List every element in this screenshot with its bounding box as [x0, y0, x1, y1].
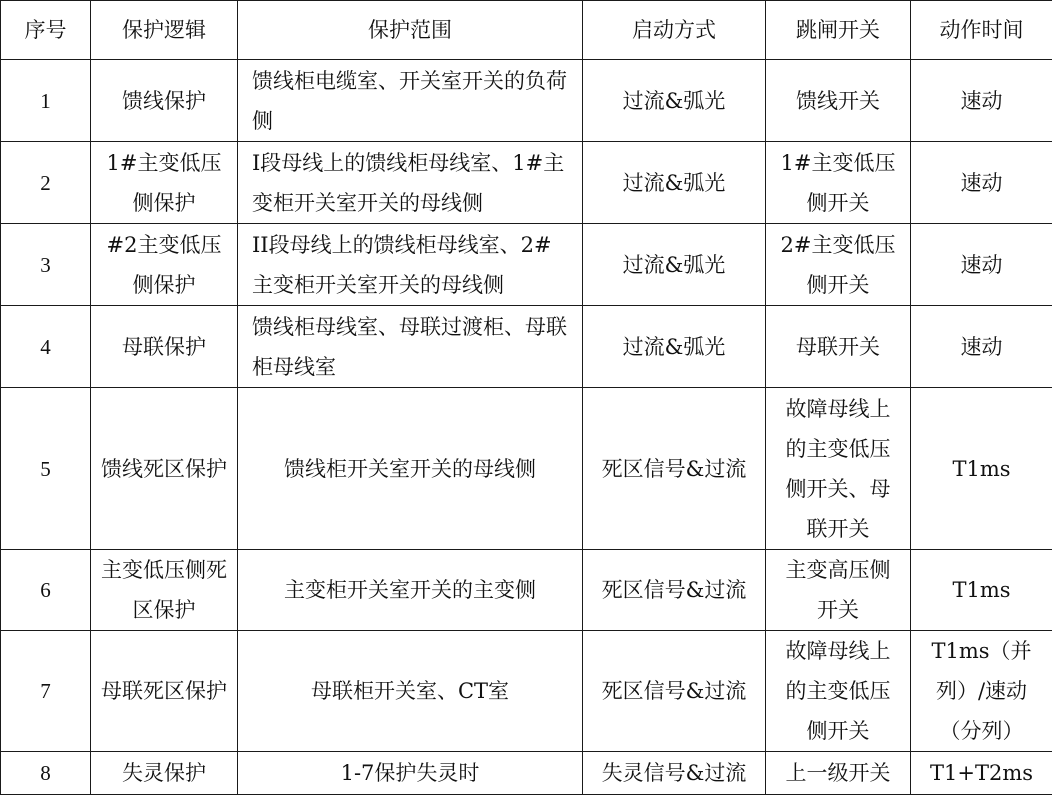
table-row [1, 550, 1052, 631]
cell-logic: 失灵保护 [91, 752, 238, 795]
cell-trip: 故障母线上的主变低压侧开关 [766, 631, 911, 752]
table-row [1, 306, 1052, 388]
cell-time: 速动 [911, 306, 1052, 388]
cell-start: 死区信号&过流 [583, 550, 766, 631]
cell-start: 过流&弧光 [583, 306, 766, 388]
cell-logic: 馈线保护 [91, 60, 238, 142]
table-row [1, 388, 1052, 550]
header-cell-range: 保护范围 [238, 1, 583, 60]
header-cell-logic: 保护逻辑 [91, 1, 238, 60]
cell-time: 速动 [911, 142, 1052, 224]
cell-trip: 故障母线上的主变低压侧开关、母联开关 [766, 388, 911, 550]
table-row [1, 752, 1052, 795]
cell-no: 4 [1, 306, 91, 388]
cell-time: 速动 [911, 224, 1052, 306]
cell-time: T1ms [911, 550, 1052, 631]
cell-no: 7 [1, 631, 91, 752]
cell-logic: 馈线死区保护 [91, 388, 238, 550]
table-row [1, 142, 1052, 224]
table-row [1, 60, 1052, 142]
cell-start: 死区信号&过流 [583, 631, 766, 752]
cell-range: I段母线上的馈线柜母线室、1#主变柜开关室开关的母线侧 [238, 142, 583, 224]
cell-logic: 母联保护 [91, 306, 238, 388]
cell-start: 过流&弧光 [583, 224, 766, 306]
cell-logic: 母联死区保护 [91, 631, 238, 752]
cell-range: 馈线柜母线室、母联过渡柜、母联柜母线室 [238, 306, 583, 388]
cell-range: II段母线上的馈线柜母线室、2#主变柜开关室开关的母线侧 [238, 224, 583, 306]
header-cell-start: 启动方式 [583, 1, 766, 60]
table-row [1, 631, 1052, 752]
cell-range: 馈线柜电缆室、开关室开关的负荷侧 [238, 60, 583, 142]
cell-time: T1ms [911, 388, 1052, 550]
cell-trip: 2#主变低压侧开关 [766, 224, 911, 306]
cell-trip: 主变高压侧开关 [766, 550, 911, 631]
cell-time: 速动 [911, 60, 1052, 142]
header-cell-time: 动作时间 [911, 1, 1052, 60]
cell-trip: 馈线开关 [766, 60, 911, 142]
header-cell-trip: 跳闸开关 [766, 1, 911, 60]
header-row [1, 1, 1052, 60]
cell-start: 过流&弧光 [583, 142, 766, 224]
cell-no: 6 [1, 550, 91, 631]
cell-time: T1+T2ms [911, 752, 1052, 795]
cell-trip: 1#主变低压侧开关 [766, 142, 911, 224]
cell-time: T1ms（并列）/速动（分列） [911, 631, 1052, 752]
cell-no: 5 [1, 388, 91, 550]
cell-no: 2 [1, 142, 91, 224]
cell-start: 失灵信号&过流 [583, 752, 766, 795]
cell-logic: #2主变低压侧保护 [91, 224, 238, 306]
table-row [1, 224, 1052, 306]
cell-logic: 1#主变低压侧保护 [91, 142, 238, 224]
cell-logic: 主变低压侧死区保护 [91, 550, 238, 631]
cell-start: 死区信号&过流 [583, 388, 766, 550]
cell-no: 3 [1, 224, 91, 306]
header-cell-no: 序号 [1, 1, 91, 60]
cell-range: 1-7保护失灵时 [238, 752, 583, 795]
cell-trip: 上一级开关 [766, 752, 911, 795]
cell-no: 1 [1, 60, 91, 142]
cell-range: 母联柜开关室、CT室 [238, 631, 583, 752]
cell-range: 馈线柜开关室开关的母线侧 [238, 388, 583, 550]
cell-range: 主变柜开关室开关的主变侧 [238, 550, 583, 631]
cell-no: 8 [1, 752, 91, 795]
cell-start: 过流&弧光 [583, 60, 766, 142]
cell-trip: 母联开关 [766, 306, 911, 388]
